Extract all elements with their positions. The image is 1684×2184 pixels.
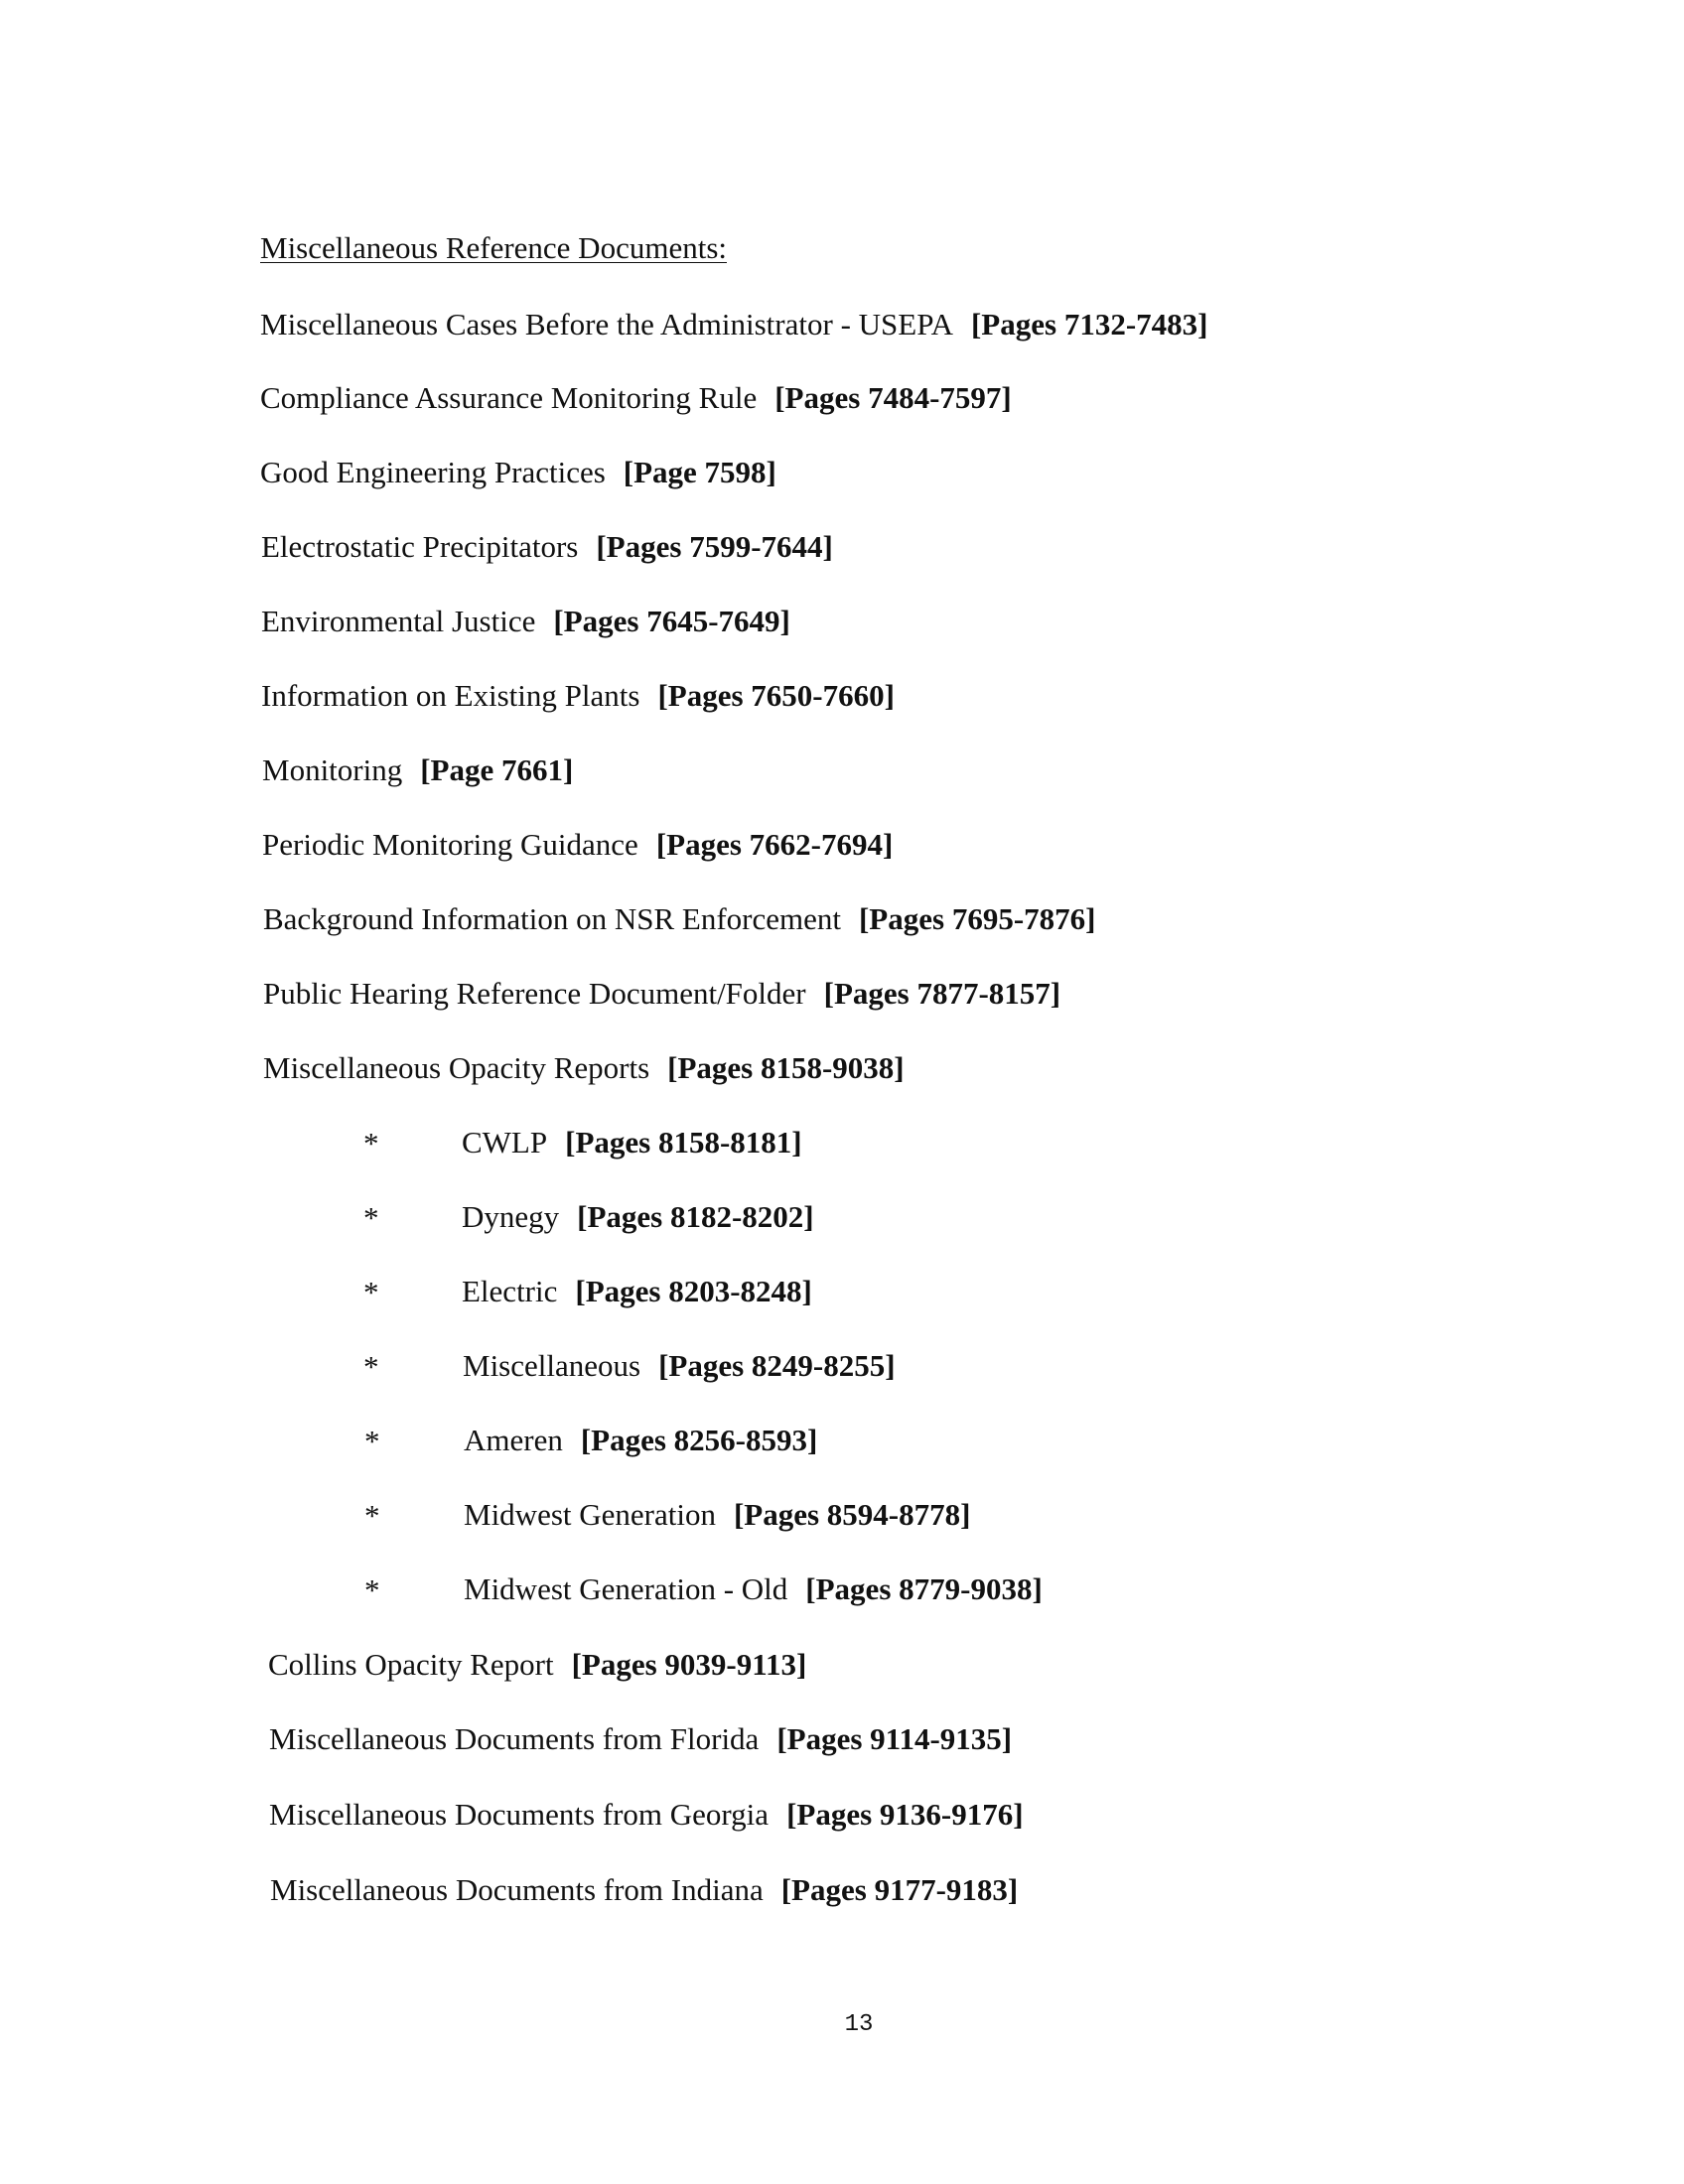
entry-pages: [Pages 7132-7483] [970,307,1208,341]
entry-label: Miscellaneous Documents from Georgia [269,1797,770,1832]
entry-pages: [Pages 8158-9038] [667,1050,905,1085]
sub-entry-label: Ameren [464,1423,563,1457]
sub-entry-pages: [Pages 8779-9038] [805,1571,1043,1606]
reference-entry [263,974,1060,1014]
entry-pages: [Pages 9177-9183] [780,1872,1019,1907]
sub-entry-label: Dynegy [462,1199,560,1234]
sub-entry [462,1123,802,1162]
reference-entry [269,1719,1012,1759]
entry-pages: [Page 7661] [420,752,574,787]
reference-entry [263,1048,905,1088]
reference-entry [260,305,1207,344]
bullet-asterisk: * [363,1349,379,1384]
entry-label: Miscellaneous Opacity Reports [263,1050,650,1085]
sub-entry [464,1421,817,1460]
entry-label: Electrostatic Precipitators [261,529,579,564]
entry-label: Information on Existing Plants [261,678,640,713]
entry-label: Compliance Assurance Monitoring Rule [260,380,758,415]
entry-label: Good Engineering Practices [260,455,606,489]
bullet-asterisk: * [364,1424,380,1458]
sub-entry-pages: [Pages 8158-8181] [565,1125,802,1160]
entry-pages: [Pages 7650-7660] [657,678,895,713]
sub-entry [462,1197,814,1237]
sub-entry [464,1570,1043,1609]
section-heading: Miscellaneous Reference Documents: [260,230,727,265]
reference-entry [269,1795,1024,1835]
sub-entry [463,1346,896,1386]
reference-entry [260,378,1012,418]
entry-label: Miscellaneous Documents from Indiana [270,1872,764,1907]
sub-entry-label: CWLP [462,1125,548,1160]
entry-label: Miscellaneous Documents from Florida [269,1721,760,1756]
reference-entry [261,676,895,716]
bullet-asterisk: * [363,1275,379,1309]
sub-entry-label: Midwest Generation [464,1497,716,1532]
entry-label: Miscellaneous Cases Before the Administrator - USEPA [260,307,953,341]
entry-pages: [Page 7598] [623,455,776,489]
entry-pages: [Pages 9039-9113] [571,1647,807,1682]
entry-pages: [Pages 7484-7597] [774,380,1012,415]
bullet-asterisk: * [364,1498,380,1533]
entry-pages: [Pages 9136-9176] [786,1797,1024,1832]
reference-entry [260,453,776,492]
entry-label: Environmental Justice [261,604,536,638]
reference-entry [261,602,790,641]
reference-entry [270,1870,1018,1910]
sub-entry [462,1272,812,1311]
entry-label: Collins Opacity Report [268,1647,554,1682]
reference-entry [268,1645,806,1685]
entry-pages: [Pages 9114-9135] [776,1721,1013,1756]
entry-pages: [Pages 7662-7694] [655,827,894,862]
sub-entry-pages: [Pages 8203-8248] [575,1274,812,1308]
sub-entry-label: Midwest Generation - Old [464,1571,788,1606]
page-number: 13 [844,2011,874,2038]
sub-entry-label: Electric [462,1274,558,1308]
sub-entry-label: Miscellaneous [463,1348,641,1383]
sub-entry-pages: [Pages 8594-8778] [733,1497,971,1532]
entry-label: Periodic Monitoring Guidance [262,827,638,862]
reference-entry [263,899,1095,939]
entry-pages: [Pages 7877-8157] [823,976,1061,1011]
sub-entry-pages: [Pages 8182-8202] [577,1199,814,1234]
reference-entry [262,751,573,790]
sub-entry-pages: [Pages 8249-8255] [658,1348,896,1383]
entry-pages: [Pages 7695-7876] [858,901,1096,936]
reference-entry [261,527,833,567]
entry-label: Public Hearing Reference Document/Folder [263,976,806,1011]
entry-pages: [Pages 7599-7644] [596,529,833,564]
bullet-asterisk: * [364,1572,380,1607]
entry-label: Background Information on NSR Enforcement [263,901,841,936]
entry-pages: [Pages 7645-7649] [553,604,790,638]
entry-label: Monitoring [262,752,403,787]
sub-entry-pages: [Pages 8256-8593] [580,1423,818,1457]
reference-entry [262,825,893,865]
sub-entry [464,1495,970,1535]
bullet-asterisk: * [363,1126,379,1160]
bullet-asterisk: * [363,1200,379,1235]
